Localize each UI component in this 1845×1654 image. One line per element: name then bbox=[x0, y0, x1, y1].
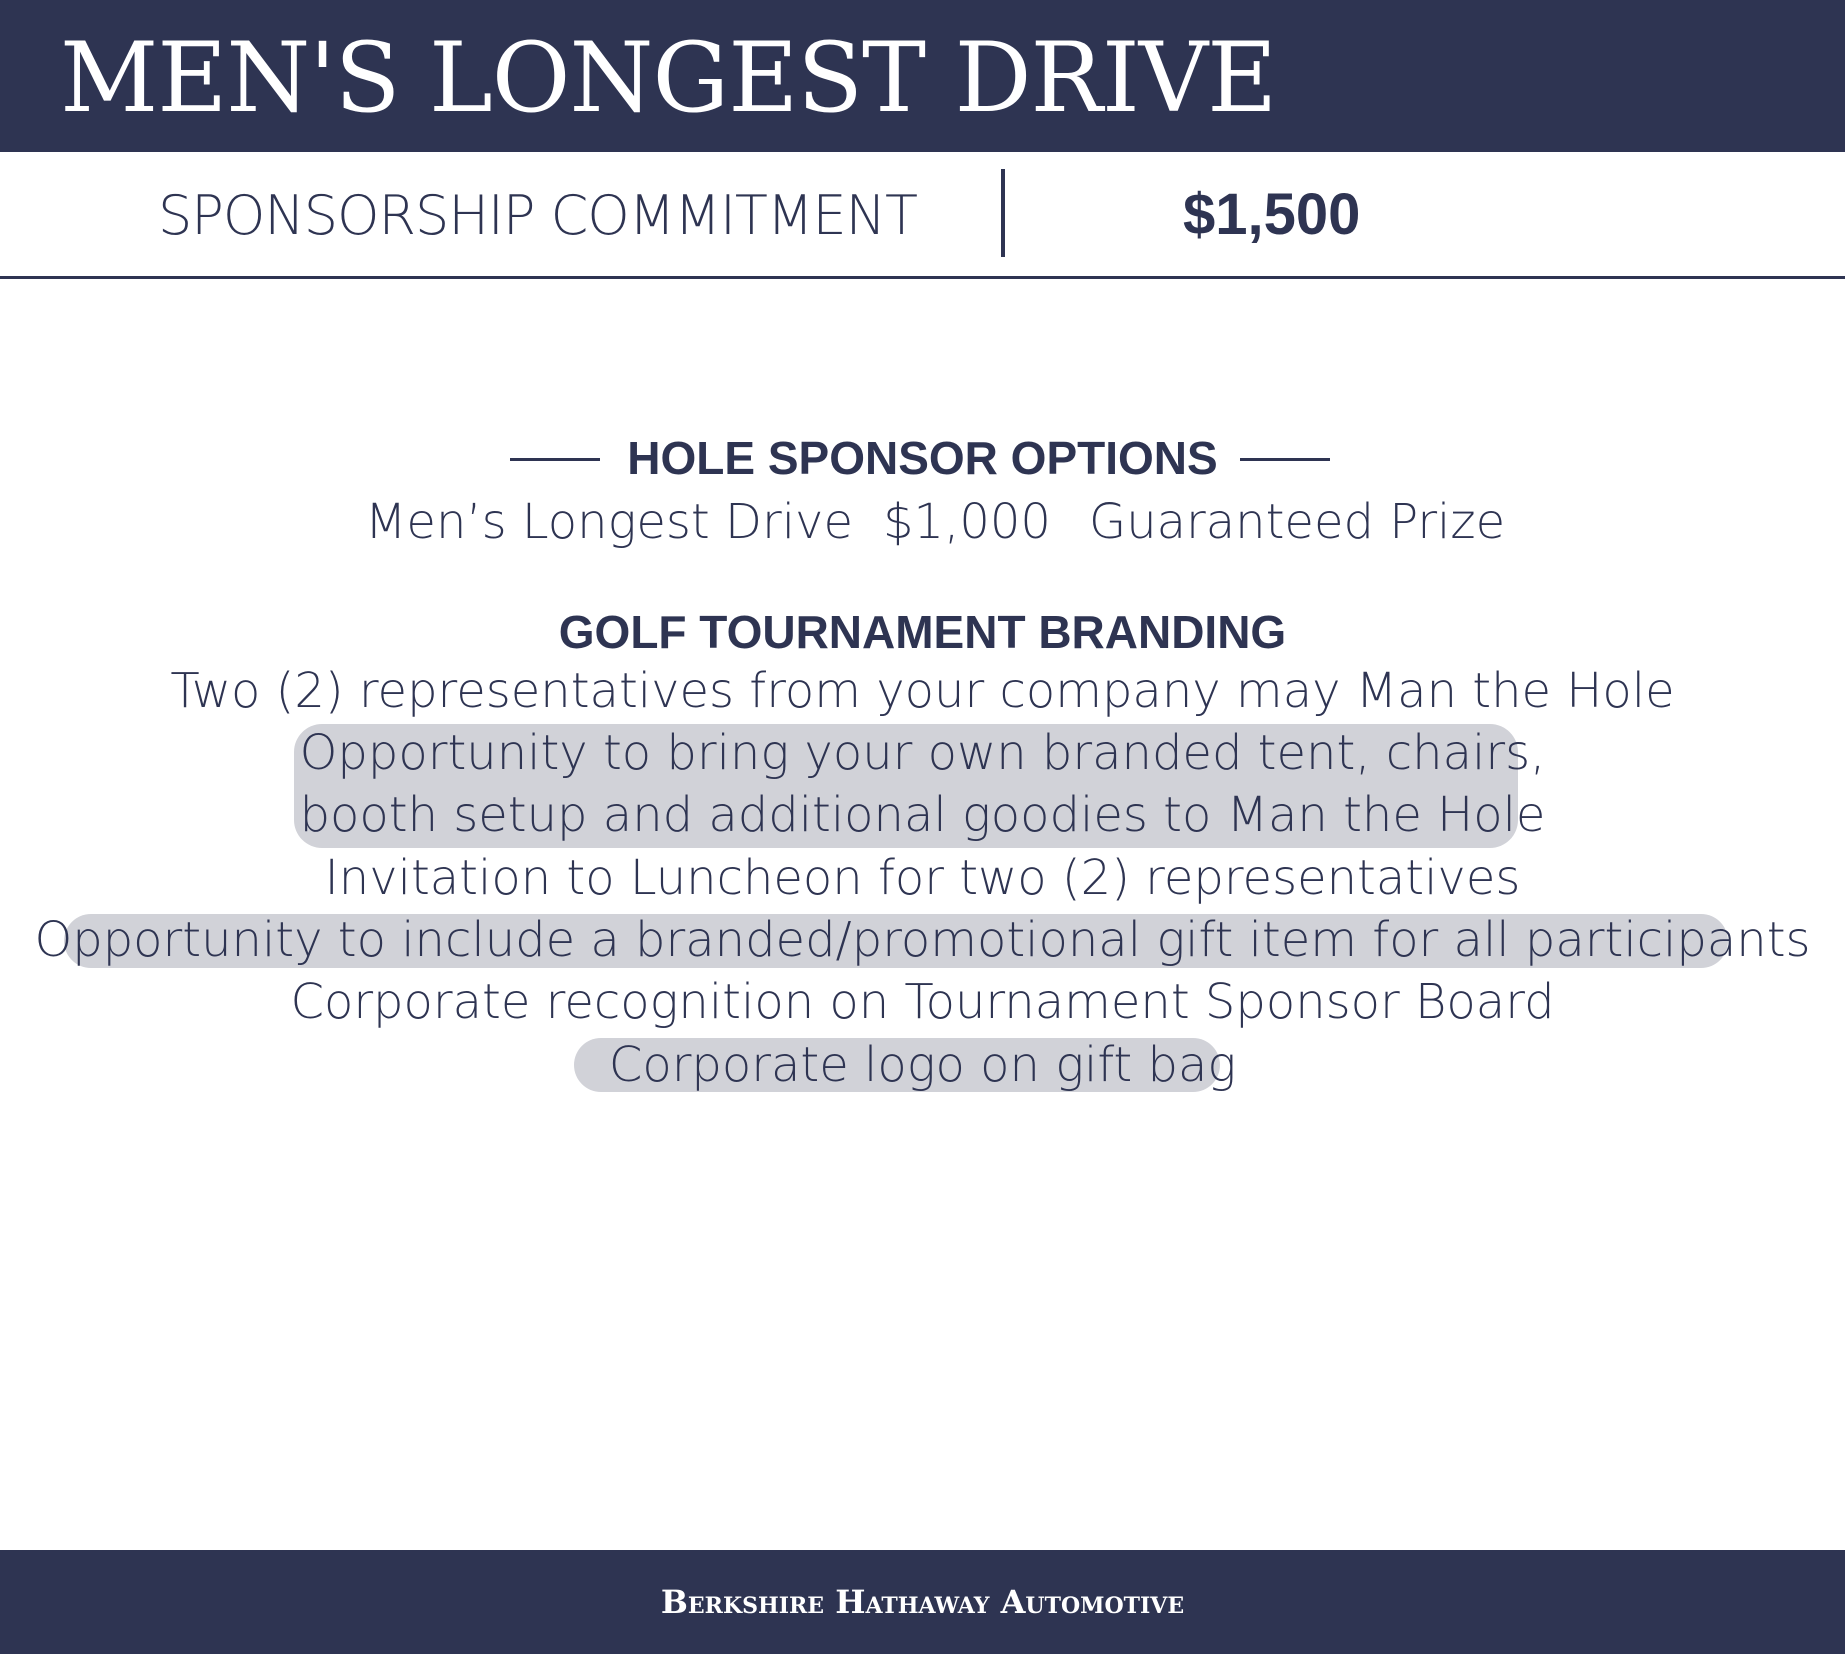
branding-item: Corporate recognition on Tournament Sponsor Board bbox=[290, 974, 1555, 1030]
commitment-amount: $1,500 bbox=[1183, 182, 1361, 247]
hole-sponsor-option bbox=[0, 490, 1845, 554]
branding-heading: GOLF TOURNAMENT BRANDING bbox=[558, 606, 1287, 658]
branding-item: Corporate logo on gift bag bbox=[608, 1037, 1237, 1093]
option-amount: $1,000 bbox=[883, 494, 1051, 550]
footer-brand: Berkshire Hathaway Automotive bbox=[660, 1583, 1185, 1621]
heading-rule-right bbox=[1240, 458, 1330, 461]
option-name: Men’s Longest Drive bbox=[365, 494, 853, 550]
option-prize: Guaranteed Prize bbox=[1089, 494, 1506, 550]
page-title: MEN'S LONGEST DRIVE bbox=[60, 22, 1277, 134]
footer-banner bbox=[0, 1550, 1845, 1654]
branding-item: Opportunity to bring your own branded tent, chairs, bbox=[299, 725, 1546, 781]
header-banner bbox=[0, 0, 1845, 152]
commitment-divider bbox=[1001, 169, 1005, 257]
hole-sponsor-options-heading: HOLE SPONSOR OPTIONS bbox=[627, 432, 1218, 484]
sponsorship-commitment-row bbox=[0, 152, 1845, 279]
branding-item: Two (2) representatives from your company may Man the Hole bbox=[170, 663, 1675, 719]
commitment-label: SPONSORSHIP COMMITMENT bbox=[158, 184, 917, 247]
branding-item: Opportunity to include a branded/promotional gift item for all participants bbox=[34, 912, 1811, 968]
branding-item: Invitation to Luncheon for two (2) representatives bbox=[324, 850, 1521, 906]
branding-item: booth setup and additional goodies to Man the Hole bbox=[299, 787, 1546, 843]
